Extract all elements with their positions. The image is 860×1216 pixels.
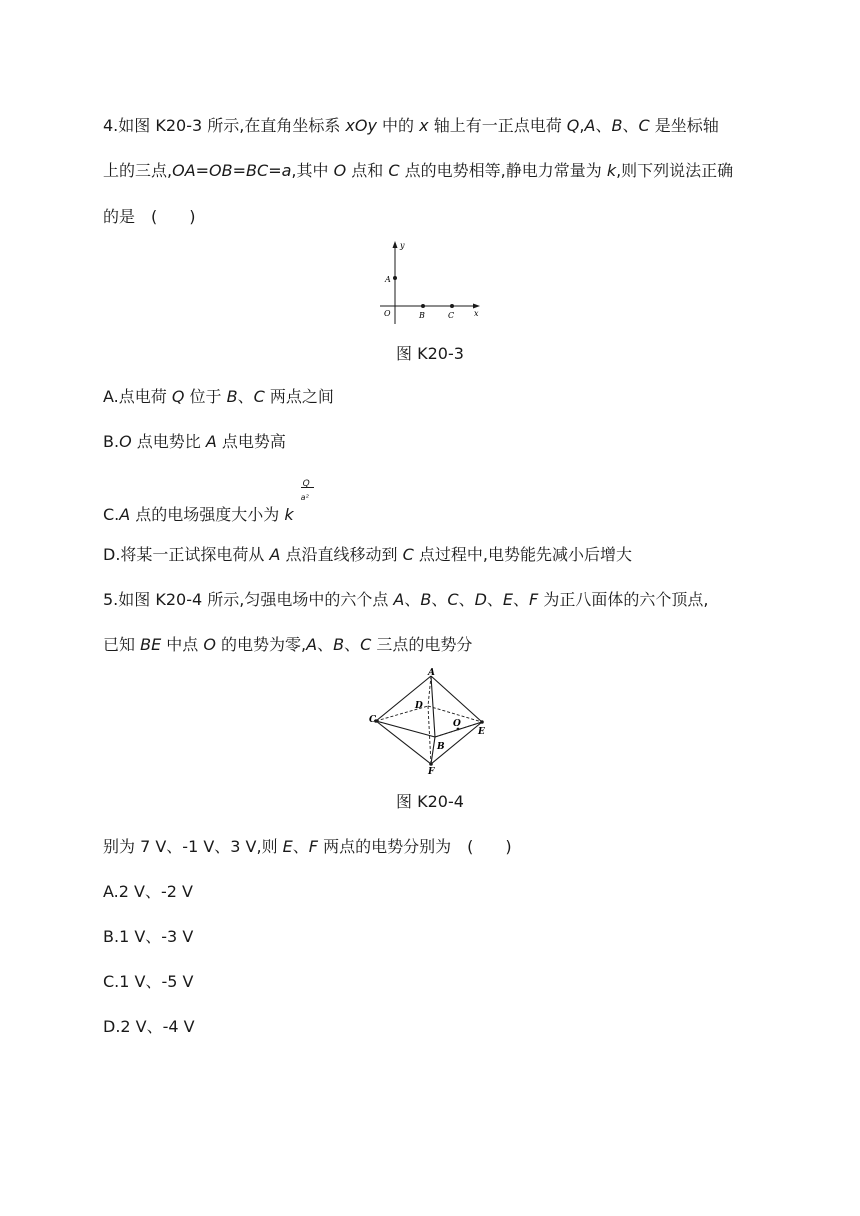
text: 别为 7 V、-1 V、3 V,则 bbox=[103, 837, 283, 856]
label-F: F bbox=[428, 767, 435, 777]
q5-stem-line1 bbox=[103, 590, 708, 610]
label-A: A bbox=[385, 275, 391, 284]
text: A.点电荷 bbox=[103, 387, 172, 406]
text: 点和 bbox=[346, 161, 389, 180]
var-E: E bbox=[502, 590, 514, 609]
text: ,其中 bbox=[291, 161, 334, 180]
text: 轴上有一正点电荷 bbox=[428, 116, 567, 135]
label-y: y bbox=[400, 241, 405, 250]
var-a: a bbox=[281, 161, 292, 180]
text: D.将某一正试探电荷从 bbox=[103, 545, 270, 564]
q5-option-C[interactable]: C.1 V、-5 V bbox=[103, 972, 194, 991]
text: 点沿直线移动到 bbox=[280, 545, 403, 564]
var-C: C bbox=[360, 635, 372, 654]
var-A: A bbox=[205, 432, 217, 451]
var-Q: Q bbox=[566, 116, 580, 135]
text: 中的 bbox=[376, 116, 420, 135]
q4-stem-line2 bbox=[103, 161, 733, 181]
text: 、 bbox=[458, 590, 475, 609]
x-axis-arrow bbox=[473, 304, 480, 309]
var-E: E bbox=[282, 837, 293, 856]
text: 、 bbox=[317, 635, 334, 654]
label-O: O bbox=[384, 309, 391, 318]
var-A: A bbox=[119, 505, 131, 524]
edge-AC bbox=[376, 676, 431, 721]
q4-stem-line3: 的是 ( ) bbox=[103, 207, 196, 226]
figure-K20-3 bbox=[378, 236, 486, 328]
point-B bbox=[421, 304, 425, 308]
text: B. bbox=[103, 432, 120, 451]
text: 两点的电势分别为 ( ) bbox=[318, 837, 512, 856]
text: 是坐标轴 bbox=[649, 116, 719, 135]
text: 、 bbox=[404, 590, 421, 609]
edge-AD-hidden bbox=[428, 676, 431, 706]
point-C bbox=[450, 304, 454, 308]
text: 、 bbox=[292, 837, 309, 856]
text: 的电势为零, bbox=[215, 635, 307, 654]
var-A: A bbox=[584, 116, 596, 135]
figure-caption-K20-4: 图 K20-4 bbox=[396, 792, 464, 811]
var-C: C bbox=[402, 545, 414, 564]
var-A: A bbox=[269, 545, 281, 564]
edge-AB bbox=[431, 676, 435, 737]
var-B: B bbox=[333, 635, 345, 654]
var-xOy: xOy bbox=[345, 116, 377, 135]
point-A bbox=[393, 276, 397, 280]
text: 、 bbox=[595, 116, 612, 135]
edge-AE bbox=[431, 676, 482, 722]
label-C: C bbox=[369, 715, 377, 725]
text: 、 bbox=[344, 635, 361, 654]
text: 点的电场强度大小为 bbox=[130, 505, 285, 524]
var-BE: BE bbox=[140, 635, 162, 654]
text: 、 bbox=[486, 590, 503, 609]
label-O: O bbox=[453, 719, 461, 729]
text: 、 bbox=[431, 590, 448, 609]
q5-option-B[interactable]: B.1 V、-3 V bbox=[103, 927, 194, 946]
var-O: O bbox=[333, 161, 347, 180]
var-OB: OB bbox=[209, 161, 233, 180]
q5-option-D[interactable]: D.2 V、-4 V bbox=[103, 1017, 195, 1036]
edge-CF bbox=[376, 721, 431, 764]
text: 上的三点, bbox=[103, 161, 173, 180]
var-C: C bbox=[388, 161, 400, 180]
q4-option-A[interactable] bbox=[103, 387, 334, 407]
label-B: B bbox=[419, 311, 425, 320]
q5-stem-line3 bbox=[103, 837, 512, 857]
var-C: C bbox=[253, 387, 265, 406]
edge-CB bbox=[376, 721, 435, 737]
y-axis-arrow bbox=[393, 241, 398, 248]
text: , bbox=[579, 116, 585, 135]
var-A: A bbox=[306, 635, 318, 654]
text: C. bbox=[103, 505, 120, 524]
vertex-E bbox=[480, 720, 484, 724]
text: 点的电势相等,静电力常量为 bbox=[399, 161, 607, 180]
text: 、 bbox=[237, 387, 254, 406]
text: 为正八面体的六个顶点, bbox=[538, 590, 709, 609]
var-B: B bbox=[420, 590, 432, 609]
text: 三点的电势分 bbox=[371, 635, 473, 654]
q4-option-D[interactable] bbox=[103, 545, 632, 565]
label-E: E bbox=[478, 727, 485, 737]
vertex-F bbox=[429, 762, 433, 766]
var-A: A bbox=[393, 590, 405, 609]
var-Q: Q bbox=[171, 387, 185, 406]
q4-stem-line1 bbox=[103, 116, 719, 136]
fraction-denominator: a² bbox=[300, 493, 309, 502]
text: 已知 bbox=[103, 635, 141, 654]
var-B: B bbox=[611, 116, 623, 135]
var-B: B bbox=[226, 387, 238, 406]
label-x: x bbox=[474, 309, 479, 318]
label-C: C bbox=[448, 311, 455, 320]
text: 、 bbox=[513, 590, 530, 609]
var-F: F bbox=[308, 837, 318, 856]
text: 4.如图 K20-3 所示,在直角坐标系 bbox=[103, 116, 346, 135]
q5-option-A[interactable]: A.2 V、-2 V bbox=[103, 882, 193, 901]
text: 、 bbox=[622, 116, 639, 135]
fraction-numerator: Q bbox=[302, 479, 310, 489]
text: 点过程中,电势能先减小后增大 bbox=[413, 545, 632, 564]
var-k: k bbox=[284, 505, 294, 524]
text: = bbox=[232, 161, 247, 180]
text: = bbox=[268, 161, 282, 180]
text: 点电势高 bbox=[216, 432, 286, 451]
fraction-Q-over-a-squared bbox=[294, 479, 322, 520]
label-A: A bbox=[428, 668, 435, 678]
var-F: F bbox=[529, 590, 539, 609]
var-C: C bbox=[638, 116, 650, 135]
text: 中点 bbox=[161, 635, 204, 654]
var-k: k bbox=[606, 161, 617, 180]
text: ,则下列说法正确 bbox=[616, 161, 734, 180]
var-BC: BC bbox=[246, 161, 269, 180]
text: 两点之间 bbox=[264, 387, 334, 406]
var-C: C bbox=[447, 590, 459, 609]
q5-stem-line2 bbox=[103, 635, 472, 655]
text: 点电势比 bbox=[131, 432, 206, 451]
var-x: x bbox=[419, 116, 429, 135]
edge-BF bbox=[431, 737, 435, 764]
text: 5.如图 K20-4 所示,匀强电场中的六个点 bbox=[103, 590, 394, 609]
text: 位于 bbox=[184, 387, 227, 406]
text: = bbox=[195, 161, 210, 180]
q4-option-B[interactable] bbox=[103, 432, 286, 452]
var-O: O bbox=[119, 432, 132, 451]
figure-K20-4-octahedron bbox=[366, 666, 496, 778]
var-D: D bbox=[474, 590, 487, 609]
q4-option-C[interactable] bbox=[103, 479, 322, 525]
figure-caption-K20-3: 图 K20-3 bbox=[396, 344, 464, 363]
var-OA: OA bbox=[172, 161, 196, 180]
label-D: D bbox=[415, 701, 423, 711]
var-O: O bbox=[203, 635, 216, 654]
label-B: B bbox=[437, 742, 445, 752]
